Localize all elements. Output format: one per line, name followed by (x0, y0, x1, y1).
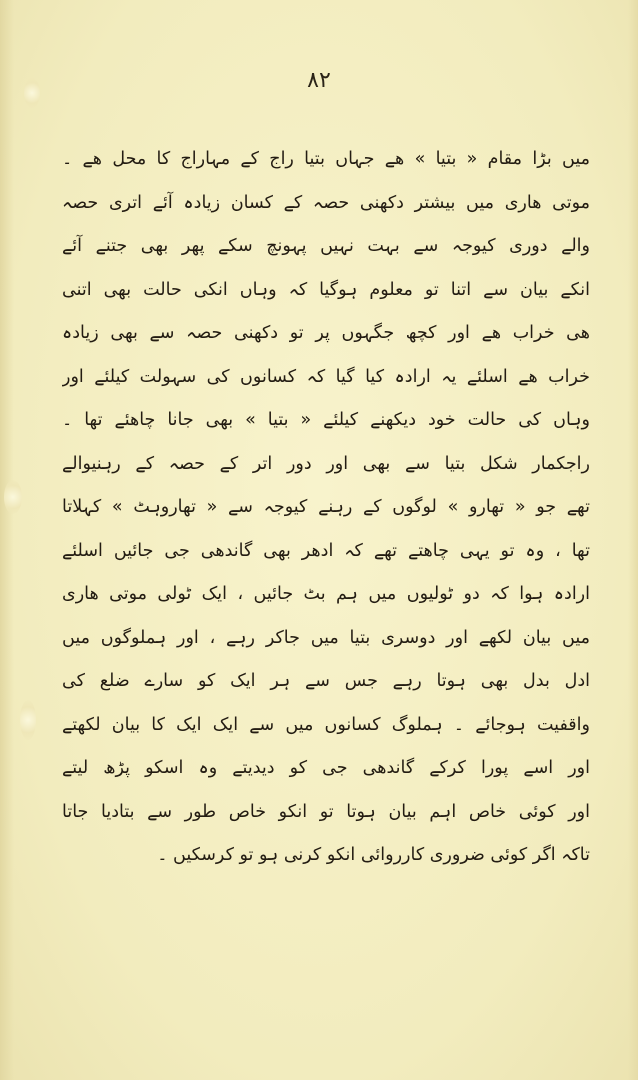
body-text (62, 138, 590, 878)
text-line: وہاں کی حالت خود دیکھنے کیلئے « بتیا » بھی جانا چاھئے تھا ۔ (62, 410, 590, 430)
text-line: موتی ھاری میں بیشتر دکھنی حصہ کے کسان زیادہ آئے اتری حصہ (62, 192, 590, 213)
text-line: خراب ھے اسلئے یہ ارادہ کیا گیا کہ کسانوں کی سہولت کیلئے اور (62, 366, 590, 387)
text-line: اور اسے پورا کرکے گاندھی جی کو دیدیتے وہ اسکو پڑھ لیتے (62, 758, 590, 778)
text-line: تھا ، وہ تو یہی چاھتے تھے کہ ادھر بھی گاندھی جی جائیں اسلئے (62, 540, 590, 561)
text-line: واقفیت ہوجائے ۔ ہملوگ کسانوں میں سے ایک ایک کا بیان لکھتے (62, 714, 590, 735)
text-line: راجکمار شکل بتیا سے بھی اور دور اتر کے حصہ کے رہنیوالے (62, 453, 590, 474)
page-edge-shadow-right (628, 0, 638, 1080)
text-line: انکے بیان سے اتنا تو معلوم ہوگیا کہ وہاں انکی حالت بھی اتنی (62, 279, 590, 300)
text-line: میں بیان لکھے اور دوسری بتیا میں جاکر رہے ، اور ہملوگوں میں (62, 627, 590, 648)
text-line: تاکہ اگر کوئی ضروری کارروائی انکو کرنی ہو تو کرسکیں ۔ (157, 845, 590, 865)
text-line: ارادہ ہوا کہ دو ٹولیوں میں ہم بٹ جائیں ، ایک ٹولی موتی ھاری (62, 584, 590, 604)
text-line: تھے جو « تھارو » لوگوں کے رہنے کیوجہ سے « تھاروہٹ » کہلاتا (62, 497, 590, 517)
text-line: والے دوری کیوجہ سے بہت نہیں پہونچ سکے پھر بھی جتنے آئے (62, 236, 590, 256)
binding-hole (20, 700, 36, 740)
text-line: ھی خراب ھے اور کچھ جگہوں پر تو دکھنی حصہ سے بھی زیادہ (62, 323, 590, 343)
page-edge-shadow-left (0, 0, 14, 1080)
text-line: میں بڑا مقام « بتیا » ھے جہاں بتیا راج کے مہاراج کا محل ھے ۔ (62, 149, 590, 169)
text-line: اور کوئی خاص اہم بیان ہوتا تو انکو خاص طور سے بتادیا جاتا (62, 801, 590, 822)
text-line: ادل بدل بھی ہوتا رہے جس سے ہر ایک کو سارے ضلع کی (62, 671, 590, 691)
binding-hole (4, 480, 22, 514)
page-number: ۸۲ (307, 68, 331, 93)
